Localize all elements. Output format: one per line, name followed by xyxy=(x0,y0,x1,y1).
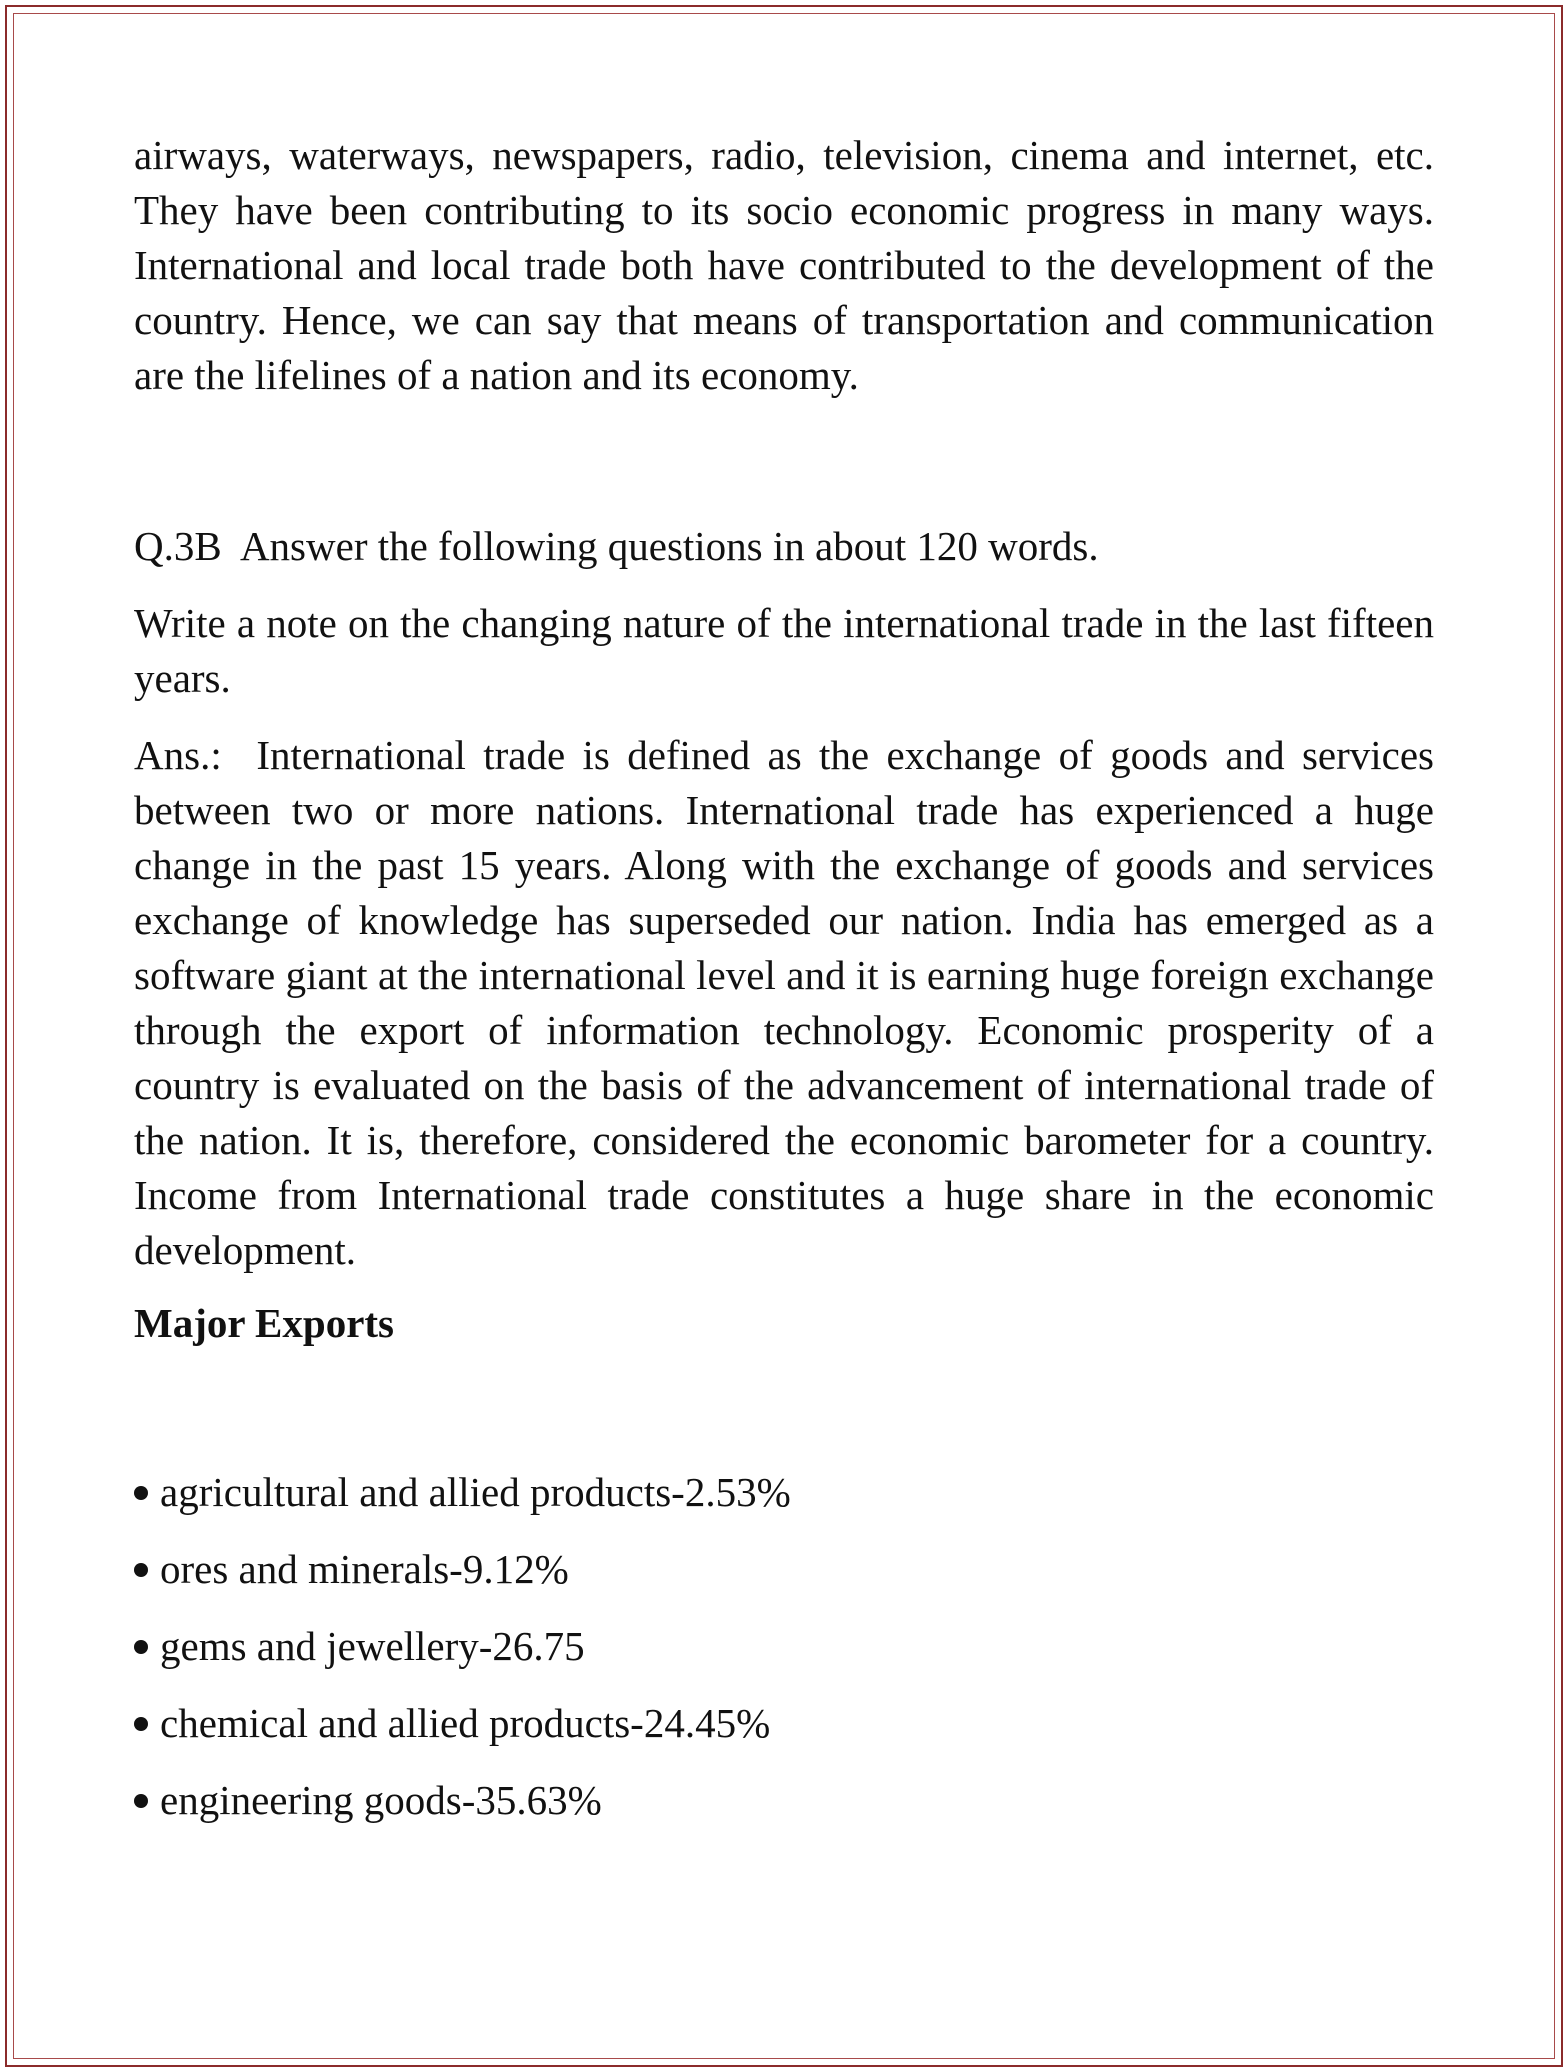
list-item xyxy=(134,1542,1434,1597)
export-item-text: chemical and allied products-24.45% xyxy=(160,1700,771,1746)
export-item-text: agricultural and allied products-2.53% xyxy=(160,1469,791,1515)
bullet-icon xyxy=(134,1640,148,1654)
bullet-icon xyxy=(134,1563,148,1577)
bullet-icon xyxy=(134,1717,148,1731)
list-item xyxy=(134,1619,1434,1674)
intro-paragraph: airways, waterways, newspapers, radio, television, cinema and internet, etc. They have been contributing to its socio economic progress in many ways. International and local trade both have contributed to the development of the country. Hence, we can say that means of transportation and communication are the lifelines of a nation and its economy. xyxy=(134,132,1434,398)
document-body xyxy=(134,128,1445,1850)
export-item-text: gems and jewellery-26.75 xyxy=(160,1623,585,1669)
export-item-text: engineering goods-35.63% xyxy=(160,1777,602,1823)
exports-heading: Major Exports xyxy=(134,1300,395,1346)
question-heading: Q.3B Answer the following questions in about 120 words. xyxy=(134,523,1099,569)
bullet-icon xyxy=(134,1794,148,1808)
list-item xyxy=(134,1773,1434,1828)
question-text: Write a note on the changing nature of the international trade in the last fifteen years. xyxy=(134,600,1434,701)
list-item xyxy=(134,1696,1434,1751)
exports-list xyxy=(134,1465,1434,1828)
bullet-icon xyxy=(134,1486,148,1500)
export-item-text: ores and minerals-9.12% xyxy=(160,1546,569,1592)
list-item xyxy=(134,1465,1434,1520)
answer-paragraph: Ans.: International trade is defined as the exchange of goods and services between two or more nations. International trade has experienced a huge change in the past 15 years. Along with the exchange of goods and services exchange of knowledge has superseded our nation. India has emerged as a software giant at the international level and it is earning huge foreign exchange through the export of information technology. Economic prosperity of a country is evaluated on the basis of the advancement of international trade of the nation. It is, therefore, considered the economic barometer for a country. Income from International trade constitutes a huge share in the economic development. xyxy=(134,732,1445,1273)
